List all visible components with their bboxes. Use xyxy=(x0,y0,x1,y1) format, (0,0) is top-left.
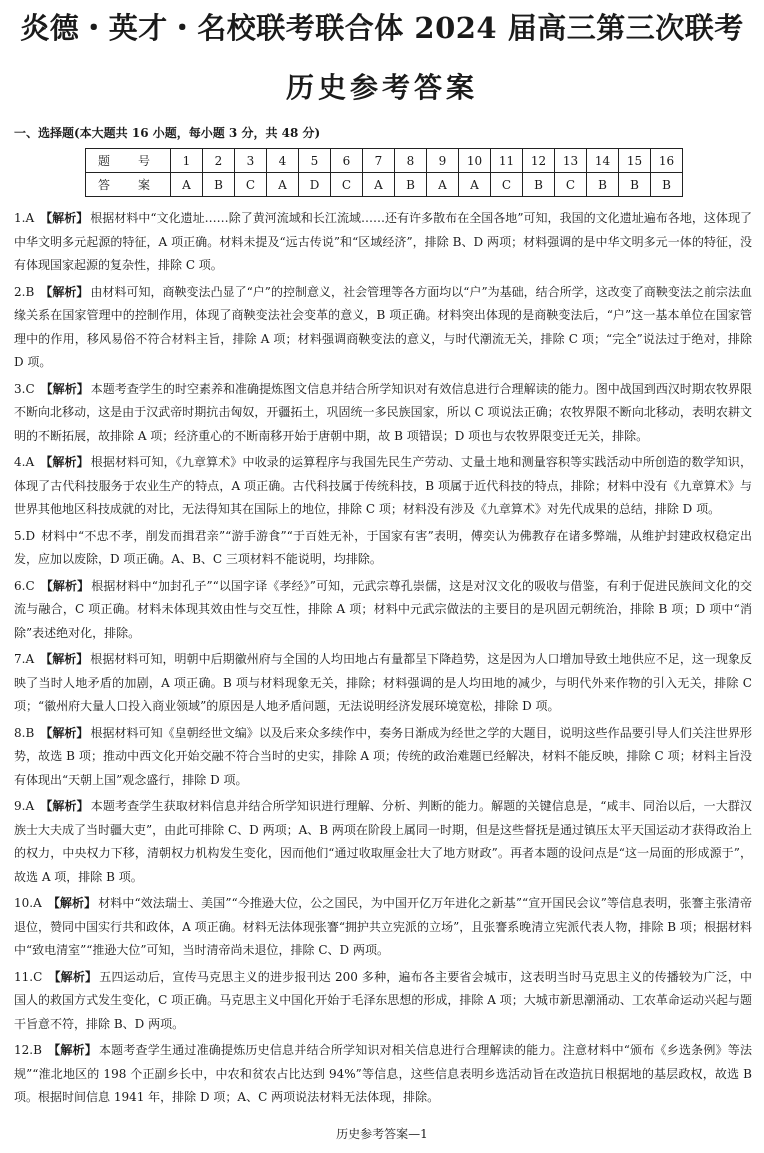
explanation-text: 材料中“效法瑞士、美国”“今推逊大位，公之国民，为中国开亿万年进化之新基”“宣开国民会议”等信息表明，张謇主张清帝退位，赞同中国实行共和政体，A 项正确。材料无法体现张謇“拥护共立宪派的立场”，且张謇系晚清立宪派代表人物，排除 B 项；根据材料中“致电清室”“推逊大位”可知，当时清帝尚未退位，排除 C、D 两项。 xyxy=(14,896,752,957)
answer-cell: C xyxy=(491,173,523,197)
explanation-item xyxy=(14,648,752,719)
answer-cell: A xyxy=(171,173,203,197)
answer-cell: C xyxy=(555,173,587,197)
explanation-tag: 【解析】 xyxy=(40,455,89,469)
explanation-text: 材料中“不忠不孝，削发而揖君亲”“游手游食”“于百姓无补，于国家有害”表明，傅奕认为佛教存在诸多弊端，从维护封建政权稳定出发，应加以废除，D 项正确。A、B、C 三项材料不能说明，均排除。 xyxy=(14,528,752,566)
answer-cell: B xyxy=(523,173,555,197)
explanation-item xyxy=(14,966,752,1037)
item-number: 3.C xyxy=(14,381,35,396)
question-number: 2 xyxy=(203,149,235,173)
question-number: 1 xyxy=(171,149,203,173)
explanation-tag: 【解析】 xyxy=(40,652,89,666)
explanation-text: 根据材料中“文化遗址……除了黄河流域和长江流域……还有许多散布在全国各地”可知，我国的文化遗址遍布各地，这体现了中华文明多元起源的特征，A 项正确。材料未提及“远古传说”和“区域经济”，排除 B、D 两项；材料强调的是中华文明多元一体的特征，没有体现国家起源的复杂性，排除 C 项。 xyxy=(14,211,752,272)
answer-table xyxy=(85,148,683,197)
explanation-text: 本题考查学生的时空素养和准确提炼图文信息并结合所学知识对有效信息进行合理解读的能力。图中战国到西汉时期农牧界限不断向北移动，这是由于汉武帝时期抗击匈奴，开疆拓土，巩固统一多民族国家，所以 C 项说法正确；农牧界限不断向北移动，表明农耕文明的不断拓展，故排除 A 项；经济重心的不断南移开始于唐朝中期，故 B 项错误；D 项也与农牧界限变迁无关，排除。 xyxy=(14,381,752,443)
explanation-item xyxy=(14,281,752,375)
explanation-tag: 【解析】 xyxy=(47,1043,97,1057)
answer-table-number-row xyxy=(86,149,683,173)
answer-cell: B xyxy=(395,173,427,197)
answer-cell: D xyxy=(299,173,331,197)
explanation-tag: 【解析】 xyxy=(40,725,89,740)
page-title: 历史参考答案 xyxy=(285,71,478,104)
answer-table-answer-row xyxy=(86,173,683,197)
explanation-text: 根据材料中“加封孔子”“以国字译《孝经》”可知，元武宗尊孔崇儒，这是对汉文化的吸收与借鉴，有利于促进民族间文化的交流与融合，C 项正确。材料未体现其效由性与交互性，排除 A 项；材料中元武宗做法的主要目的是巩固元朝统治，排除 B 项；D 项中“消除”表述绝对化，排除。 xyxy=(14,578,752,640)
page-footer: 历史参考答案—1 xyxy=(336,1127,428,1141)
item-number: 12.B xyxy=(14,1043,42,1057)
explanation-item xyxy=(14,207,752,278)
question-number: 15 xyxy=(619,149,651,173)
explanation-item xyxy=(14,892,752,963)
answer-cell: B xyxy=(203,173,235,197)
explanation-tag: 【解析】 xyxy=(47,896,97,910)
item-number: 5.D xyxy=(14,528,36,543)
explanation-tag: 【解析】 xyxy=(48,969,98,984)
question-number: 12 xyxy=(523,149,555,173)
explanation-text: 本题考查学生通过准确提炼历史信息并结合所学知识对相关信息进行合理解读的能力。注意材料中“颁布《乡选条例》等法规”“淮北地区的 198 个正副乡长中，中农和贫农占比达到 94%”等信息，这些信息表明乡选活动旨在改造抗日根据地的基层政权，故选 B 项。根据时间信息 1941 年，排除 D 项；A、C 两项说法材料无法体现，排除。 xyxy=(14,1043,752,1104)
explanation-text: 由材料可知，商鞅变法凸显了“户”的控制意义，社会管理等各方面均以“户”为基础，结合所学，这改变了商鞅变法之前宗法血缘关系在国家管理中的控制作用，体现了商鞅变法社会变革的意义，B 项正确。材料突出体现的是商鞅变法后，“户”这一基本单位在国家管理中的作用，移风易俗不符合材料主旨，排除 A 项；材料强调商鞅变法的意义，与时代潮流无关，排除 C 项；“完全”说法过于绝对，排除 D 项。 xyxy=(14,284,752,369)
item-number: 11.C xyxy=(14,969,43,984)
row-label-answer: 答 案 xyxy=(86,173,171,197)
explanation-text: 本题考查学生获取材料信息并结合所学知识进行理解、分析、判断的能力。解题的关键信息是，“咸丰、同治以后，一大群汉族士大夫成了当时疆大吏”，由此可排除 C、D 两项；A、B 两项在阶段上属同一时期，但是这些督抚是通过镇压太平天国运动才获得政治上的权力，中央权力下移，清朝权力机构发生变化，因而他们“通过收取厘金壮大了地方财政”。再者本题的设问点是“这一局面的形成源于”，故选 A 项，排除 B 项。 xyxy=(14,799,752,884)
explanation-item xyxy=(14,795,752,889)
explanation-text: 五四运动后，宣传马克思主义的进步报刊达 200 多种，遍布各主要省会城市，这表明当时马克思主义的传播较为广泛，中国人的救国方式发生变化，C 项正确。马克思主义中国化开始于毛泽东思想的形成，排除 A 项；大城市新思潮涌动、工农革命运动兴起与题干旨意不符，排除 B、D 两项。 xyxy=(14,969,752,1031)
answer-cell: B xyxy=(651,173,683,197)
explanation-tag: 【解析】 xyxy=(40,381,89,396)
question-number: 13 xyxy=(555,149,587,173)
explanation-item xyxy=(14,525,752,572)
item-number: 10.A xyxy=(14,896,42,910)
question-number: 5 xyxy=(299,149,331,173)
answer-cell: B xyxy=(587,173,619,197)
question-number: 8 xyxy=(395,149,427,173)
explanation-tag: 【解析】 xyxy=(40,284,89,299)
question-number: 3 xyxy=(235,149,267,173)
explanation-item xyxy=(14,378,752,449)
section-heading: 一、选择题(本大题共 16 小题，每小题 3 分，共 48 分) xyxy=(14,126,321,140)
explanation-text: 根据材料可知《皇朝经世文编》以及后来众多续作中，奏务日渐成为经世之学的大题目，说明这些作品要引导人们关注世界形势，故选 B 项；推动中西文化开始交融不符合当时的史实，排除 A 项；传统的政治难题已经解决，材料不能反映，排除 C 项；材料主旨没有体现出“天朝上国”观念盛行，排除 D 项。 xyxy=(14,725,752,787)
explanation-tag: 【解析】 xyxy=(40,578,90,593)
question-number: 16 xyxy=(651,149,683,173)
answer-cell: C xyxy=(235,173,267,197)
explanation-tag: 【解析】 xyxy=(40,211,89,225)
item-number: 1.A xyxy=(14,211,35,225)
answer-cell: A xyxy=(427,173,459,197)
item-number: 4.A xyxy=(14,455,35,469)
item-number: 8.B xyxy=(14,725,35,740)
item-number: 9.A xyxy=(14,799,35,813)
answer-cell: A xyxy=(267,173,299,197)
explanation-item xyxy=(14,722,752,793)
explanation-text: 根据材料可知，《九章算术》中收录的运算程序与我国先民生产劳动、丈量土地和测量容积等实践活动中所创造的数学知识，体现了古代科技服务于农业生产的特点，A 项正确。古代科技属于传统科技，B 项属于近代科技的特点，排除；材料中没有《九章算术》与世界其他地区科技成就的对比，无法得知其在国际上的地位，排除 C 项；材料没有涉及《九章算术》对先代成果的总结，排除 D 项。 xyxy=(14,455,752,516)
explanation-text: 根据材料可知，明朝中后期徽州府与全国的人均田地占有量都呈下降趋势，这是因为人口增加导致土地供应不足，这一现象反映了当时人地矛盾的加剧，A 项正确。B 项与材料现象无关，排除；材料强调的是人均田地的减少，与明代外来作物的引入无关，排除 C 项；“徽州府大量人口投入商业领域”的原因是人地矛盾问题，无法说明经济发展环境宽松，排除 D 项。 xyxy=(14,652,752,713)
answer-cell: A xyxy=(459,173,491,197)
question-number: 7 xyxy=(363,149,395,173)
question-number: 6 xyxy=(331,149,363,173)
explanation-item xyxy=(14,1039,752,1110)
explanation-list xyxy=(14,207,752,1113)
answer-cell: B xyxy=(619,173,651,197)
question-number: 11 xyxy=(491,149,523,173)
explanation-tag: 【解析】 xyxy=(40,799,89,813)
answer-cell: A xyxy=(363,173,395,197)
explanation-item xyxy=(14,451,752,522)
item-number: 6.C xyxy=(14,578,35,593)
explanation-item xyxy=(14,575,752,646)
question-number: 9 xyxy=(427,149,459,173)
answer-cell: C xyxy=(331,173,363,197)
question-number: 10 xyxy=(459,149,491,173)
row-label-number: 题 号 xyxy=(86,149,171,173)
item-number: 2.B xyxy=(14,284,35,299)
exam-title: 炎德・英才・名校联考联合体 2024 届高三第三次联考 xyxy=(20,11,744,45)
item-number: 7.A xyxy=(14,652,35,666)
question-number: 14 xyxy=(587,149,619,173)
question-number: 4 xyxy=(267,149,299,173)
